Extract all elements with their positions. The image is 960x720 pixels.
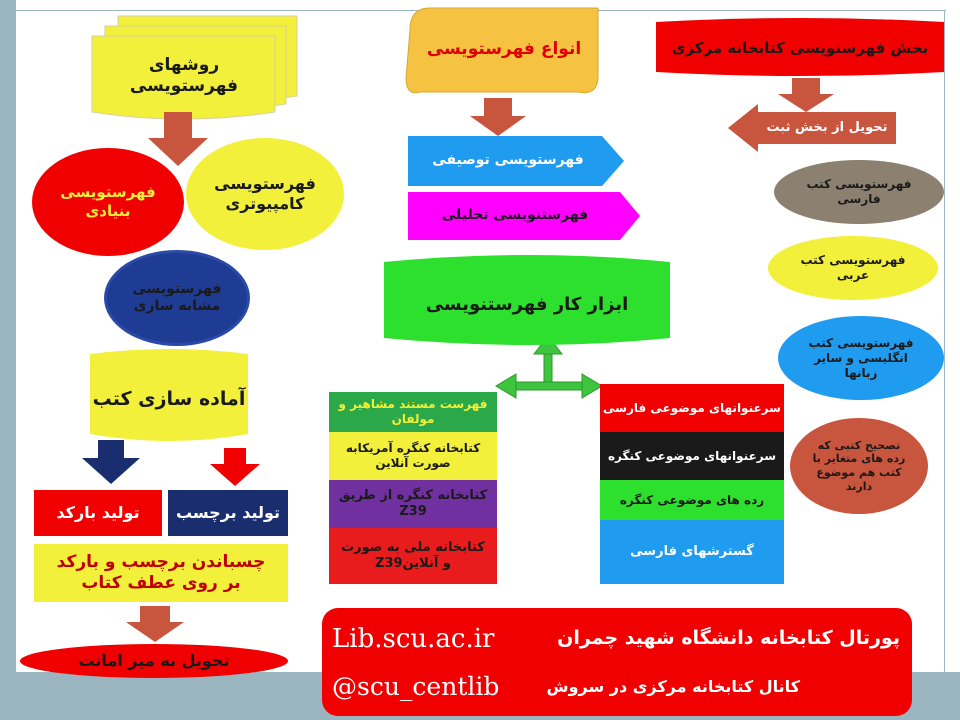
receive-from-registration: تحویل از بخش ثبت — [766, 119, 888, 135]
right-tool-3: رده های موضوعی کنگره — [619, 492, 765, 507]
deliver-to-loan-desk: تحویل به میز امانت — [20, 644, 288, 678]
arrow-central-down — [778, 78, 834, 112]
arrow-types-down — [470, 98, 526, 136]
tools-title: ابزار کار فهرستنویسی — [425, 293, 629, 315]
right-tool-2: سرعنوانهای موضوعی کنگره — [607, 448, 777, 463]
produce-label-box: تولید برچسب — [168, 490, 288, 536]
left-tool-2: کتابخانه کنگره آمریکابه صورت آنلاین — [345, 441, 481, 470]
produce-barcode-box: تولید بارکد — [34, 490, 162, 536]
arrow-navy-down — [82, 440, 140, 484]
right-tool-4: گسترشهای فارسی — [630, 543, 754, 559]
channel-label: کانال کتابخانه مرکزی در سروش — [546, 677, 800, 696]
arrow-methods-down — [148, 112, 208, 166]
copy-cataloging-circle: فهرستویسی مشابه سازی — [104, 250, 250, 346]
attach-label-box: چسباندن برچسب و بارکد بر روی عطف کتاب — [34, 544, 288, 602]
analytic-cataloging: فهرستنویسی تحلیلی — [441, 207, 589, 224]
right-tool-1: سرعنوانهای موضوعی فارسی — [603, 400, 781, 415]
tools-connector-arrow — [496, 336, 602, 398]
portal-url[interactable]: Lib.scu.ac.ir — [332, 623, 495, 654]
arrow-red-down — [210, 448, 260, 486]
computer-cataloging-circle: فهرستویسی کامپیوتری — [186, 138, 344, 250]
portal-label: پورتال کتابخانه دانشگاه شهید چمران — [557, 627, 900, 650]
prep-title: آماده سازی کتب — [92, 388, 246, 411]
central-title: بخش فهرستویسی کتابخانه مرکزی — [671, 38, 929, 57]
left-tool-4: کتابخانه ملی به صورت Z39و آنلاین — [341, 539, 485, 571]
channel-handle[interactable]: @scu_centlib — [332, 672, 500, 702]
methods-title: روشهای فهرستویسی — [129, 54, 239, 96]
left-tool-3: کتابخانه کنگره از طریق Z39 — [338, 487, 488, 519]
english-cataloging-circle: فهرستویسی کتب انگلیسی و سایر زبانها — [778, 316, 944, 400]
basic-cataloging-circle: فهرستویسی بنیادی — [32, 148, 184, 256]
correction-circle: تصحیح کتبی که رده های متغایر با کتب هم موضوع دارند — [790, 418, 928, 514]
arabic-cataloging-circle: فهرستویسی کتب عربی — [768, 236, 938, 300]
descriptive-cataloging: فهرستویسی توصیفی — [432, 152, 584, 169]
left-tool-1: فهرست مستند مشاهیر و مولفان — [338, 397, 488, 426]
persian-cataloging-circle: فهرستویسی کتب فارسی — [774, 160, 944, 224]
types-title: انواع فهرستویسی — [426, 39, 582, 60]
arrow-attach-down — [126, 606, 184, 642]
